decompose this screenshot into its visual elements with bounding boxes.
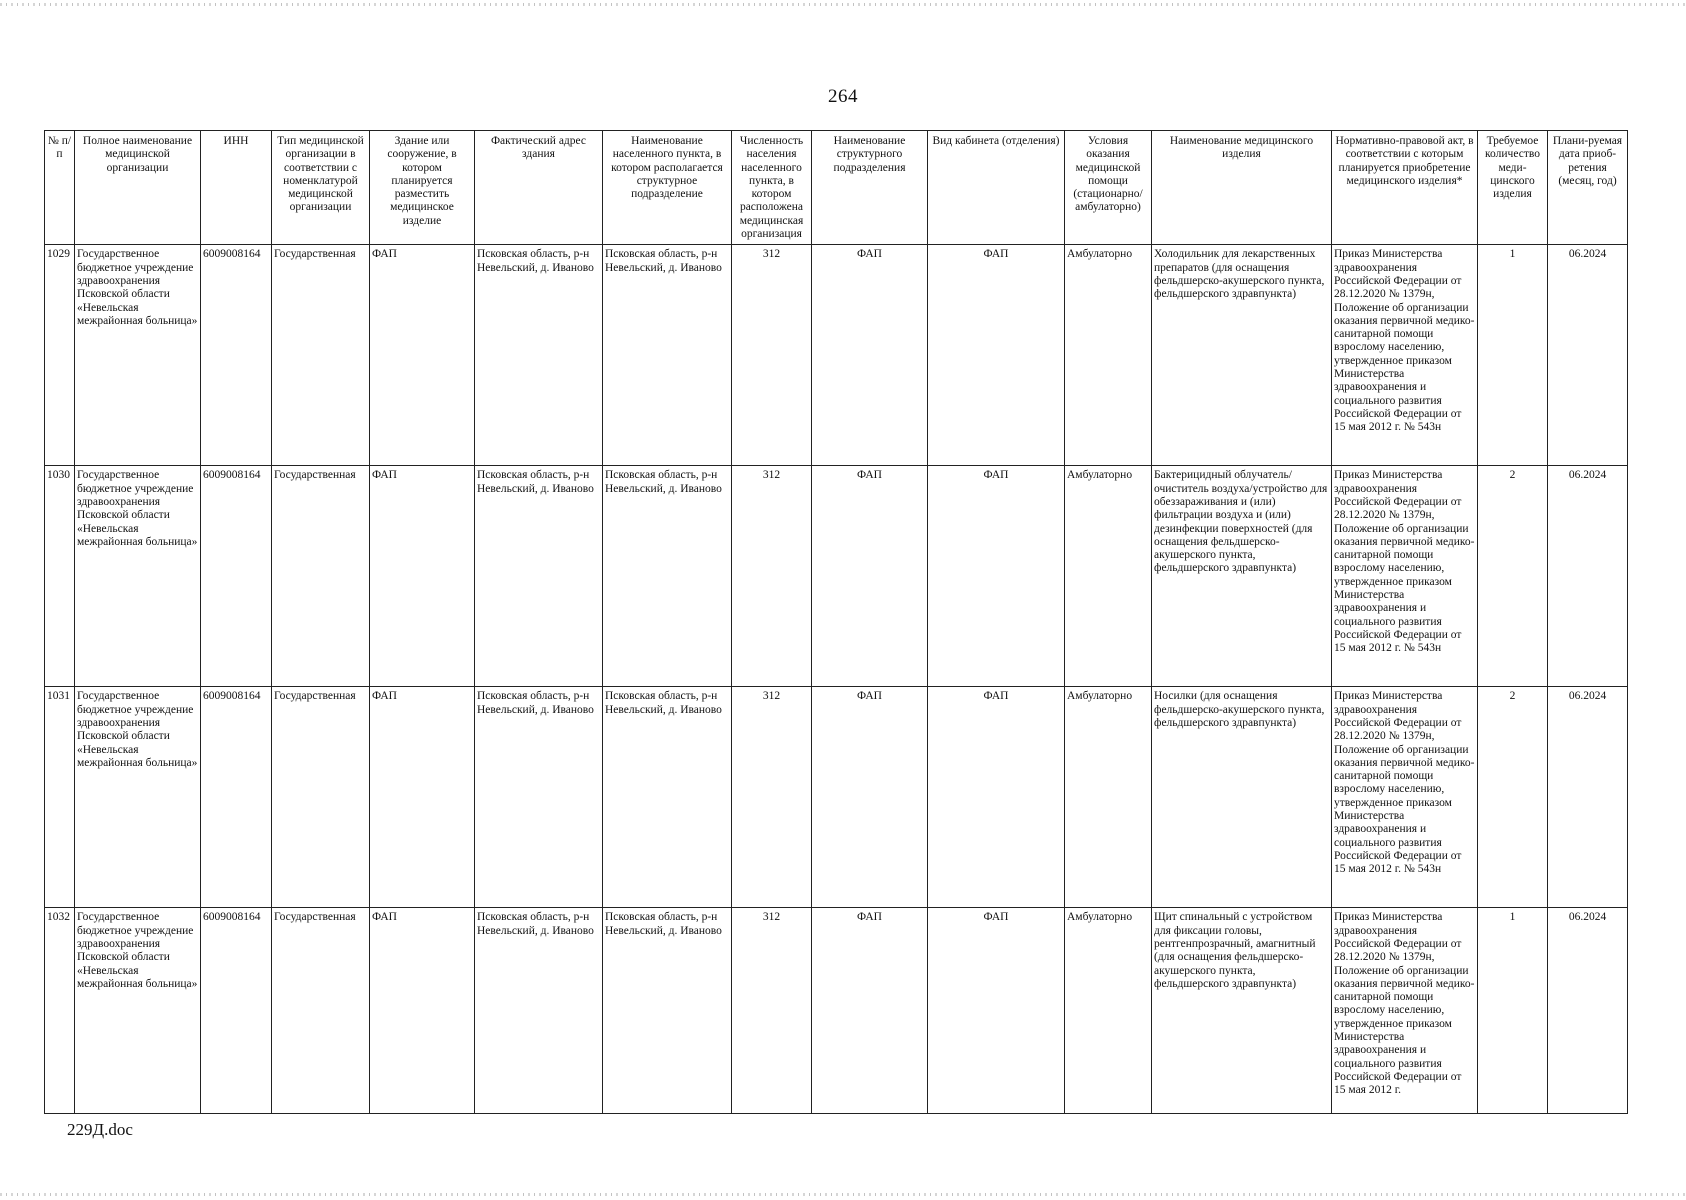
cell-building: ФАП xyxy=(370,908,475,1114)
header-qty: Требуемое количество меди-цинского изделия xyxy=(1478,131,1548,245)
cell-inn: 6009008164 xyxy=(201,908,272,1114)
cell-org: Государственное бюджетное учреждение здравоохранения Псковской области «Невельская межрайонная больница» xyxy=(75,245,201,466)
cell-num: 1029 xyxy=(45,245,75,466)
header-date: Плани-руемая дата приоб-ретения (месяц, год) xyxy=(1548,131,1628,245)
cell-act: Приказ Министерства здравоохранения Российской Федерации от 28.12.2020 № 1379н, Положение об организации оказания первичной медико-санитарной помощи взрослому населению, утвержденное приказом Министерства здравоохранения и социального развития Российской Федерации от 15 мая 2012 г. xyxy=(1332,908,1478,1114)
header-locality: Наименование населенного пункта, в котором располагается структурное подразделение xyxy=(603,131,732,245)
cell-org: Государственное бюджетное учреждение здравоохранения Псковской области «Невельская межрайонная больница» xyxy=(75,908,201,1114)
cell-address: Псковская область, р-н Невельский, д. Иваново xyxy=(475,466,603,687)
cell-qty: 2 xyxy=(1478,687,1548,908)
cell-cabinet: ФАП xyxy=(928,908,1065,1114)
cell-address: Псковская область, р-н Невельский, д. Иваново xyxy=(475,245,603,466)
table-header-row xyxy=(45,131,1628,245)
cell-unit: ФАП xyxy=(812,908,928,1114)
cell-device: Щит спинальный с устройством для фиксации головы, рентгенпрозрачный, амагнитный (для оснащения фельдшерско-акушерского пункта, фельдшерского здравпункта) xyxy=(1152,908,1332,1114)
cell-building: ФАП xyxy=(370,466,475,687)
cell-building: ФАП xyxy=(370,687,475,908)
cell-date: 06.2024 xyxy=(1548,908,1628,1114)
cell-date: 06.2024 xyxy=(1548,466,1628,687)
cell-population: 312 xyxy=(732,908,812,1114)
header-population: Численность населения населенного пункта, в котором расположена медицинская организация xyxy=(732,131,812,245)
file-name-footer: 229Д.doc xyxy=(67,1120,133,1139)
cell-address: Псковская область, р-н Невельский, д. Иваново xyxy=(475,908,603,1114)
cell-date: 06.2024 xyxy=(1548,245,1628,466)
cell-inn: 6009008164 xyxy=(201,466,272,687)
cell-population: 312 xyxy=(732,245,812,466)
header-org-type: Тип медицинской организации в соответствии с номенклатурой медицинской организации xyxy=(272,131,370,245)
page-number: 264 xyxy=(828,86,858,107)
cell-org: Государственное бюджетное учреждение здравоохранения Псковской области «Невельская межрайонная больница» xyxy=(75,466,201,687)
cell-device: Бактерицидный облучатель/очиститель воздуха/устройство для обеззараживания и (или) фильтрации воздуха и (или) дезинфекции поверхностей (для оснащения фельдшерско-акушерского пункта, фельдшерского здравпункта) xyxy=(1152,466,1332,687)
header-building: Здание или сооружение, в котором планируется разместить медицинское изделие xyxy=(370,131,475,245)
cell-locality: Псковская область, р-н Невельский, д. Иваново xyxy=(603,908,732,1114)
cell-inn: 6009008164 xyxy=(201,687,272,908)
header-org: Полное наименование медицинской организации xyxy=(75,131,201,245)
scan-edge-top xyxy=(0,3,1686,6)
cell-unit: ФАП xyxy=(812,466,928,687)
cell-conditions: Амбулаторно xyxy=(1065,908,1152,1114)
cell-conditions: Амбулаторно xyxy=(1065,466,1152,687)
header-device: Наименование медицинского изделия xyxy=(1152,131,1332,245)
cell-num: 1032 xyxy=(45,908,75,1114)
cell-population: 312 xyxy=(732,687,812,908)
header-cabinet: Вид кабинета (отделения) xyxy=(928,131,1065,245)
cell-org-type: Государственная xyxy=(272,687,370,908)
header-address: Фактический адрес здания xyxy=(475,131,603,245)
cell-date: 06.2024 xyxy=(1548,687,1628,908)
cell-act: Приказ Министерства здравоохранения Российской Федерации от 28.12.2020 № 1379н, Положение об организации оказания первичной медико-санитарной помощи взрослому населению, утвержденное приказом Министерства здравоохранения и социального развития Российской Федерации от 15 мая 2012 г. № 543н xyxy=(1332,245,1478,466)
equipment-table xyxy=(44,130,1628,1114)
cell-org-type: Государственная xyxy=(272,245,370,466)
cell-locality: Псковская область, р-н Невельский, д. Иваново xyxy=(603,245,732,466)
header-conditions: Условия оказания медицинской помощи (стационарно/ амбулаторно) xyxy=(1065,131,1152,245)
cell-conditions: Амбулаторно xyxy=(1065,245,1152,466)
scan-edge-bottom xyxy=(0,1193,1686,1196)
cell-qty: 1 xyxy=(1478,908,1548,1114)
cell-org-type: Государственная xyxy=(272,466,370,687)
table-row xyxy=(45,687,1628,908)
cell-num: 1030 xyxy=(45,466,75,687)
cell-device: Носилки (для оснащения фельдшерско-акушерского пункта, фельдшерского здравпункта) xyxy=(1152,687,1332,908)
cell-cabinet: ФАП xyxy=(928,245,1065,466)
header-unit: Наименование структурного подразделения xyxy=(812,131,928,245)
cell-unit: ФАП xyxy=(812,687,928,908)
cell-act: Приказ Министерства здравоохранения Российской Федерации от 28.12.2020 № 1379н, Положение об организации оказания первичной медико-санитарной помощи взрослому населению, утвержденное приказом Министерства здравоохранения и социального развития Российской Федерации от 15 мая 2012 г. № 543н xyxy=(1332,466,1478,687)
table-row xyxy=(45,908,1628,1114)
table-row xyxy=(45,245,1628,466)
cell-device: Холодильник для лекарственных препаратов (для оснащения фельдшерско-акушерского пункта, фельдшерского здравпункта) xyxy=(1152,245,1332,466)
cell-inn: 6009008164 xyxy=(201,245,272,466)
cell-conditions: Амбулаторно xyxy=(1065,687,1152,908)
cell-qty: 2 xyxy=(1478,466,1548,687)
cell-num: 1031 xyxy=(45,687,75,908)
header-num: № п/п xyxy=(45,131,75,245)
cell-qty: 1 xyxy=(1478,245,1548,466)
header-inn: ИНН xyxy=(201,131,272,245)
cell-population: 312 xyxy=(732,466,812,687)
cell-locality: Псковская область, р-н Невельский, д. Иваново xyxy=(603,466,732,687)
cell-cabinet: ФАП xyxy=(928,687,1065,908)
table-row xyxy=(45,466,1628,687)
cell-address: Псковская область, р-н Невельский, д. Иваново xyxy=(475,687,603,908)
cell-org-type: Государственная xyxy=(272,908,370,1114)
cell-locality: Псковская область, р-н Невельский, д. Иваново xyxy=(603,687,732,908)
cell-unit: ФАП xyxy=(812,245,928,466)
cell-org: Государственное бюджетное учреждение здравоохранения Псковской области «Невельская межрайонная больница» xyxy=(75,687,201,908)
cell-act: Приказ Министерства здравоохранения Российской Федерации от 28.12.2020 № 1379н, Положение об организации оказания первичной медико-санитарной помощи взрослому населению, утвержденное приказом Министерства здравоохранения и социального развития Российской Федерации от 15 мая 2012 г. № 543н xyxy=(1332,687,1478,908)
header-act: Нормативно-правовой акт, в соответствии с которым планируется приобретение медицинского изделия* xyxy=(1332,131,1478,245)
cell-cabinet: ФАП xyxy=(928,466,1065,687)
cell-building: ФАП xyxy=(370,245,475,466)
